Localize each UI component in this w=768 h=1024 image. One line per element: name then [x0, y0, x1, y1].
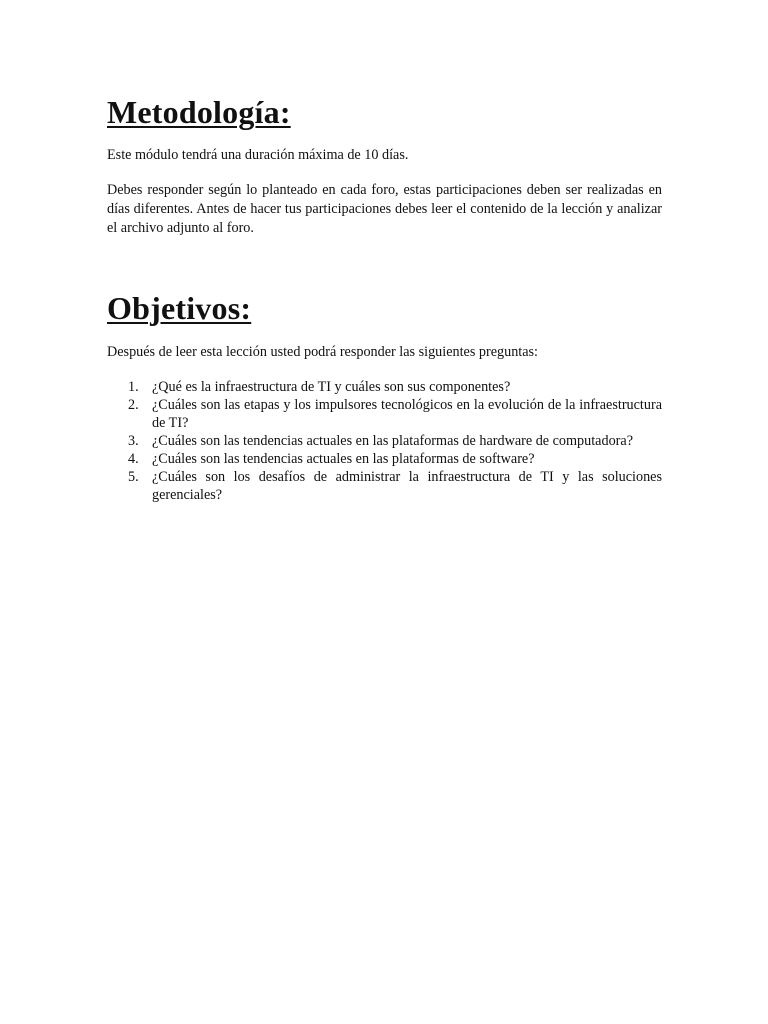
list-item: [107, 432, 662, 450]
list-item-text: ¿Qué es la infraestructura de TI y cuáles son sus componentes?: [152, 379, 511, 395]
duracion-paragraph: Este módulo tendrá una duración máxima de 10 días.: [107, 147, 409, 163]
list-item: [107, 450, 662, 468]
list-item-text: ¿Cuáles son los desafíos de administrar la infraestructura de TI y las soluciones gerenciales?: [152, 469, 662, 503]
objetivos-list: [107, 378, 662, 504]
list-item-number: 3.: [128, 433, 139, 449]
list-item-number: 1.: [128, 379, 139, 395]
metodologia-heading: Metodología:: [107, 94, 291, 130]
list-item-number: 4.: [128, 451, 139, 467]
list-item-text: ¿Cuáles son las tendencias actuales en las plataformas de software?: [152, 451, 535, 467]
list-item: [107, 378, 662, 396]
list-item: [107, 468, 662, 504]
list-item-text: ¿Cuáles son las etapas y los impulsores tecnológicos en la evolución de la infraestructura de TI?: [152, 397, 662, 431]
objetivos-intro: Después de leer esta lección usted podrá responder las siguientes preguntas:: [107, 344, 539, 360]
objetivos-heading: Objetivos:: [107, 290, 252, 326]
list-item-number: 2.: [128, 397, 139, 413]
instrucciones-paragraph: Debes responder según lo planteado en cada foro, estas participaciones deben ser realizadas en días diferentes. Antes de hacer tus participaciones debes leer el contenido de la lección y analizar el archivo adjunto al foro.: [107, 182, 662, 236]
list-item-number: 5.: [128, 469, 139, 485]
list-item: [107, 396, 662, 432]
list-item-text: ¿Cuáles son las tendencias actuales en las plataformas de hardware de computadora?: [152, 433, 633, 449]
